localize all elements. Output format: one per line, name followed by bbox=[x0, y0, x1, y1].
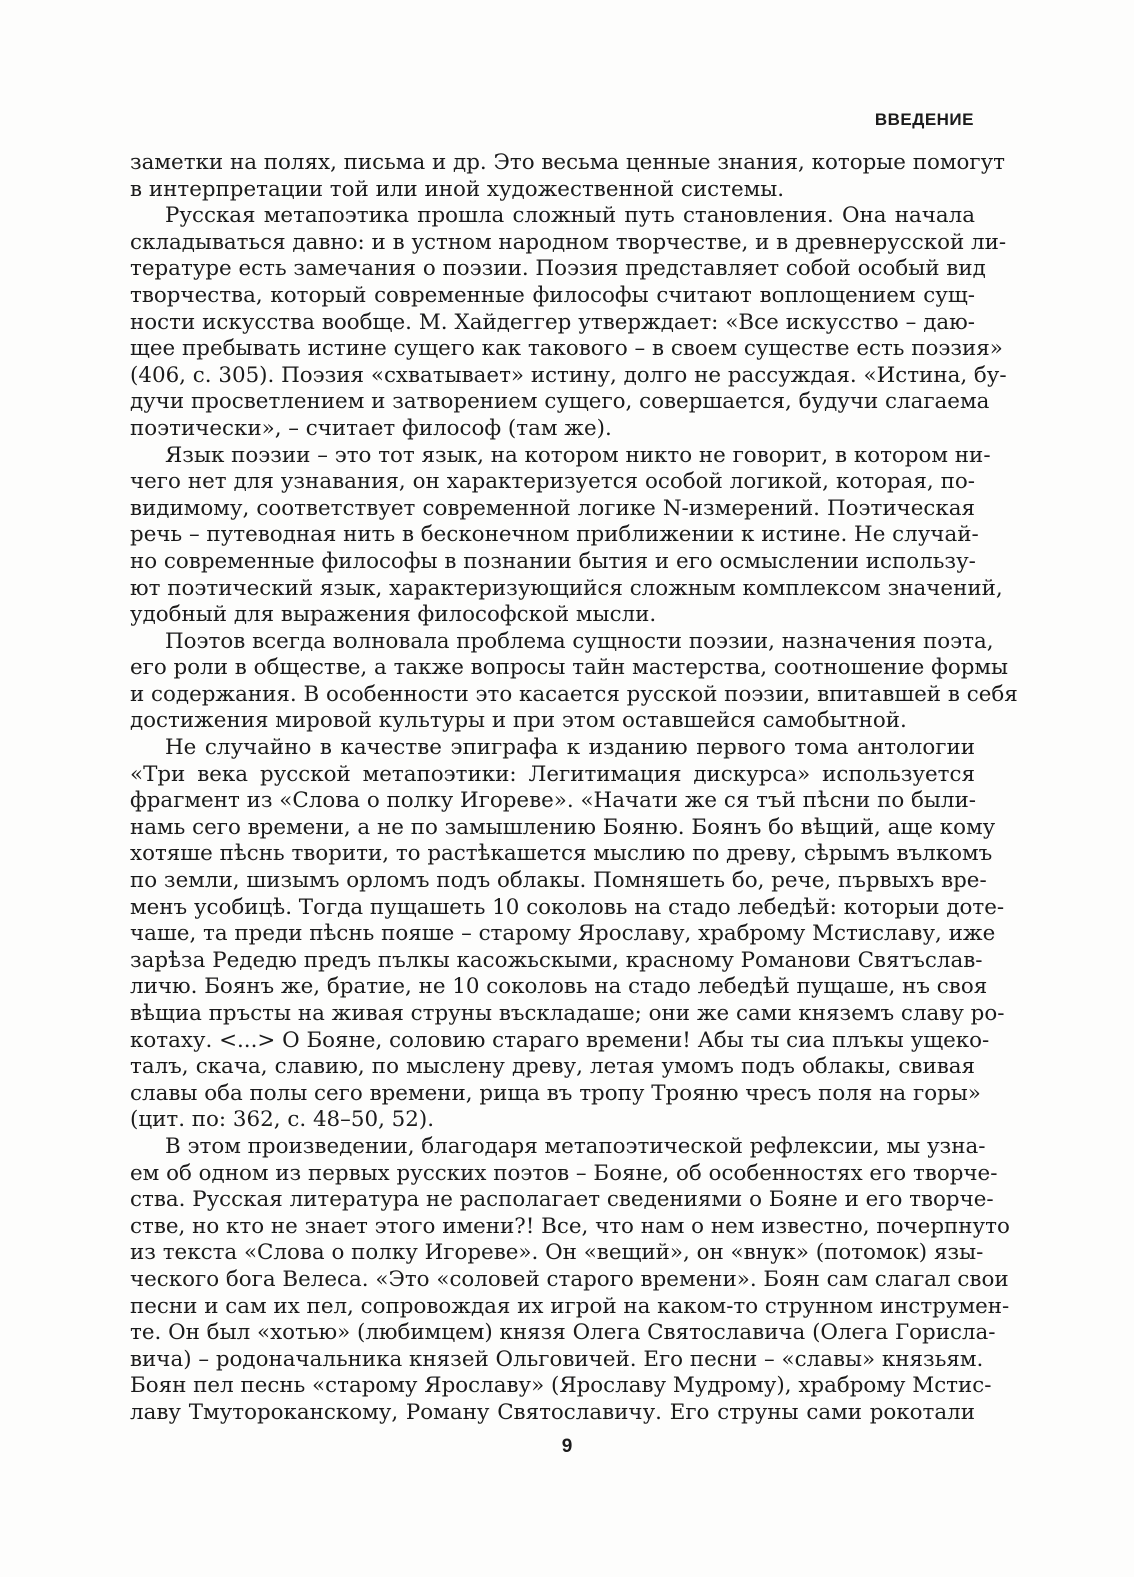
paragraph bbox=[130, 150, 1006, 203]
text-line: его роли в обществе, а также вопросы тайн мастерства, соотношение формы bbox=[130, 655, 1009, 681]
text-line: те. Он был «хотью» (любимцем) князя Олега Святославича (Олега Горисла- bbox=[130, 1320, 996, 1346]
text-line: славы оба полы сего времени, рища въ тропу Трояню чресъ поля на горы» bbox=[130, 1080, 981, 1106]
text-line: В этом произведении, благодаря метапоэтической рефлексии, мы узна- bbox=[165, 1133, 986, 1159]
text-line: удобный для выражения философской мысли. bbox=[130, 602, 657, 628]
page-number: 9 bbox=[561, 1436, 573, 1457]
text-line: Поэтов всегда волновала проблема сущности поэзии, назначения поэта, bbox=[165, 628, 994, 654]
text-line: речь – путеводная нить в бесконечном приближении к истине. Не случай- bbox=[130, 522, 979, 548]
text-line: (406, с. 305). Поэзия «схватывает» истину, долго не рассуждая. «Истина, бу- bbox=[130, 362, 1007, 388]
text-line: чего нет для узнавания, он характеризуется особой логикой, которая, по- bbox=[130, 469, 975, 495]
text-line: щее пребывать истине сущего как такового – в своем существе есть поэзия» bbox=[130, 336, 1003, 362]
paragraph bbox=[130, 442, 1003, 629]
text-line: песни и сам их пел, сопровождая их игрой на каком-то струнном инструмен- bbox=[130, 1293, 1010, 1319]
paragraph bbox=[130, 628, 1018, 735]
text-line: ности искусства вообще. М. Хайдеггер утверждает: «Все искусство – даю- bbox=[130, 309, 975, 335]
text-line: дучи просветлением и затворением сущего, совершается, будучи слагаема bbox=[130, 389, 990, 415]
text-line: тературе есть замечания о поэзии. Поэзия представляет собой особый вид bbox=[130, 256, 986, 282]
text-line: фрагмент из «Слова о полку Игореве». «Начати же ся тъй пѣсни по были- bbox=[130, 788, 977, 814]
text-line: личю. Боянъ же, братие, не 10 соколовь на стадо лебедѣй пущаше, нъ своя bbox=[130, 974, 988, 1000]
text-line: лаву Тмутороканскому, Роману Святославичу. Его струны сами рокотали bbox=[130, 1399, 975, 1425]
text-line: по земли, шизымъ орломъ подъ облакы. Помняшеть бо, рече, първыхъ вре- bbox=[130, 868, 987, 894]
text-line: достижения мировой культуры и при этом оставшейся самобытной. bbox=[130, 708, 907, 734]
text-line: намь сего времени, а не по замышлению Бояню. Боянъ бо вѣщий, аще кому bbox=[130, 814, 996, 840]
paragraph bbox=[130, 203, 1007, 442]
paragraph bbox=[130, 735, 1005, 1134]
text-line: Боян пел песнь «старому Ярославу» (Ярославу Мудрому), храброму Мстис- bbox=[130, 1373, 992, 1399]
text-line: складываться давно: и в устном народном творчестве, и в древнерусской ли- bbox=[130, 229, 1007, 255]
text-line: ем об одном из первых русских поэтов – Бояне, об особенностях его творче- bbox=[130, 1160, 998, 1186]
text-line: ческого бога Велеса. «Это «соловей старого времени». Боян сам слагал свои bbox=[130, 1266, 1009, 1292]
text-line: в интерпретации той или иной художественной системы. bbox=[130, 176, 785, 202]
text-line: чаше, та преди пѣснь пояше – старому Ярославу, храброму Мстиславу, иже bbox=[130, 921, 996, 947]
text-line: котаху. <...> О Бояне, соловию стараго времени! Абы ты сиа плъкы ущеко- bbox=[130, 1027, 990, 1053]
text-line: Русская метапоэтика прошла сложный путь становления. Она начала bbox=[165, 203, 975, 229]
text-line: ют поэтический язык, характеризующийся сложным комплексом значений, bbox=[130, 575, 1003, 601]
text-line: вѣщиа пръсты на живая струны въскладаше; они же сами княземъ славу ро- bbox=[130, 1001, 1005, 1026]
text-line: заметки на полях, письма и др. Это весьма ценные знания, которые помогут bbox=[130, 150, 1006, 175]
text-line: менъ усобицѣ. Тогда пущашеть 10 соколовь на стадо лебедѣй: которыи доте- bbox=[130, 894, 1005, 920]
text-line: поэтически», – считает философ (там же). bbox=[130, 415, 612, 441]
text-line: стве, но кто не знает этого имени?! Все, что нам о нем известно, почерпнуто bbox=[130, 1213, 1010, 1239]
text-line: но современные философы в познании бытия и его осмыслении использу- bbox=[130, 548, 976, 574]
text-line: «Три века русской метапоэтики: Легитимация дискурса» используется bbox=[130, 761, 975, 787]
text-line: Не случайно в качестве эпиграфа к изданию первого тома антологии bbox=[165, 735, 975, 761]
text-line: (цит. по: 362, с. 48–50, 52). bbox=[130, 1107, 435, 1133]
text-body bbox=[130, 150, 1018, 1427]
running-head: ВВЕДЕНИЕ bbox=[874, 110, 974, 129]
text-line: хотяше пѣснь творити, то растѣкашется мыслию по древу, сѣрымъ вълкомъ bbox=[130, 841, 993, 867]
text-line: зарѣза Редедю предъ пълкы касожьскыми, красному Романови Святъслав- bbox=[130, 947, 983, 973]
text-line: талъ, скача, славию, по мыслену древу, летая умомъ подъ облакы, свивая bbox=[130, 1054, 975, 1080]
text-line: ства. Русская литература не располагает сведениями о Бояне и его творче- bbox=[130, 1187, 994, 1213]
text-line: из текста «Слова о полку Игореве». Он «вещий», он «внук» (потомок) язы- bbox=[130, 1240, 984, 1266]
text-line: Язык поэзии – это тот язык, на котором никто не говорит, в котором ни- bbox=[165, 442, 991, 468]
text-line: творчества, который современные философы считают воплощением сущ- bbox=[130, 282, 975, 308]
paragraph bbox=[130, 1133, 1010, 1427]
text-line: и содержания. В особенности это касается русской поэзии, впитавшей в себя bbox=[130, 681, 1018, 707]
text-line: видимому, соответствует современной логике N-измерений. Поэтическая bbox=[130, 495, 975, 521]
text-line: вича) – родоначальника князей Ольговичей. Его песни – «славы» князьям. bbox=[130, 1346, 984, 1372]
